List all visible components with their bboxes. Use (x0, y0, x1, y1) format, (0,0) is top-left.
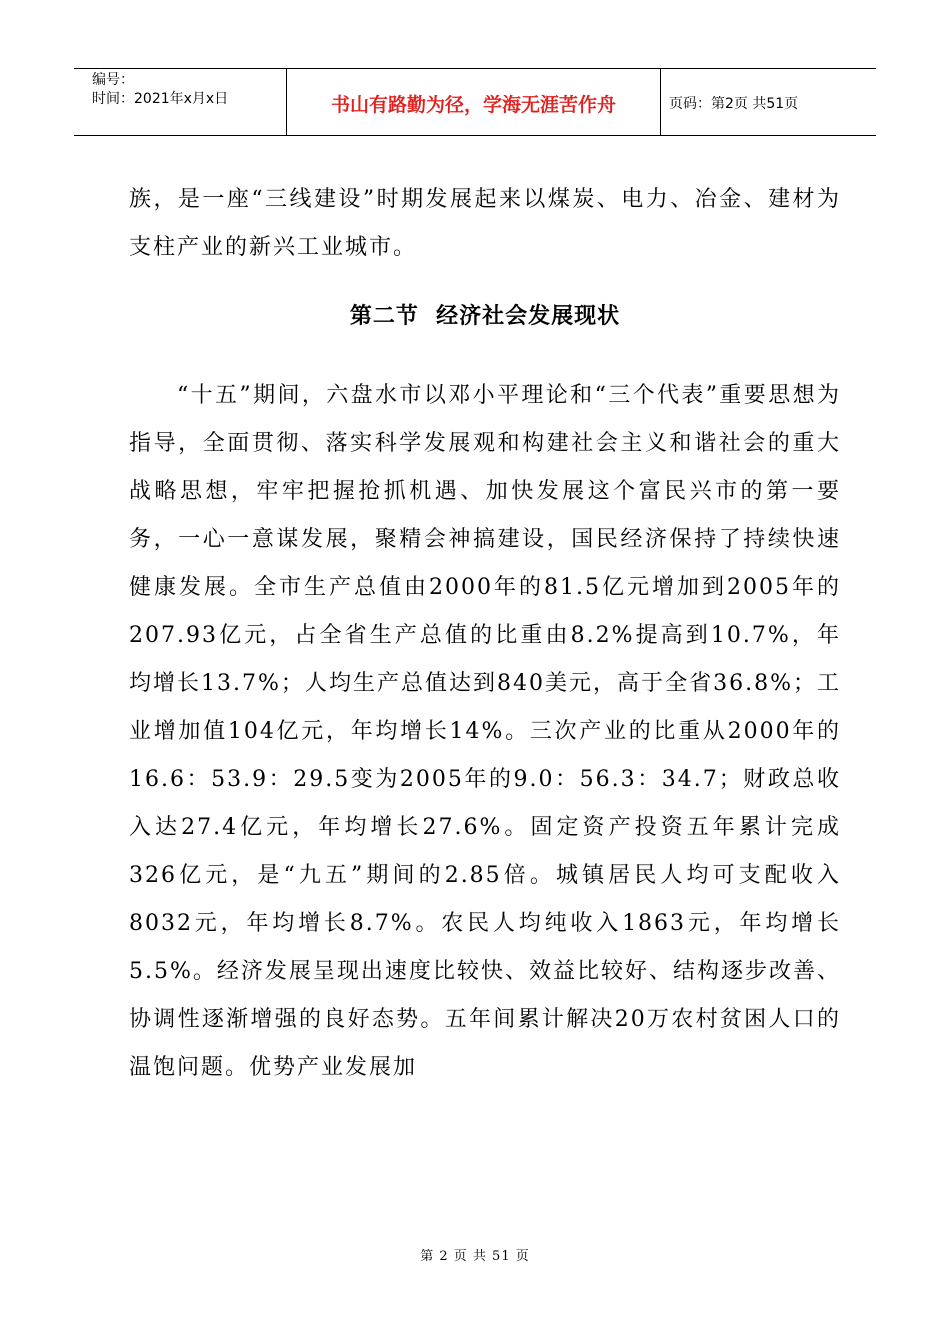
header-page-info: 页码：第2页 共51页 (669, 96, 799, 112)
page-footer: 第 2 页 共 51 页 (420, 1249, 530, 1264)
document-number-label: 编号： (92, 72, 134, 88)
section-heading: 第二节 经济社会发展现状 (349, 304, 621, 329)
document-body (129, 176, 841, 1092)
header-motto-cell (287, 69, 661, 135)
header-meta-cell (74, 69, 287, 135)
header-motto: 书山有路勤为径，学海无涯苦作舟 (330, 93, 616, 116)
header-page-cell (661, 69, 876, 135)
main-paragraph: “十五”期间，六盘水市以邓小平理论和“三个代表”重要思想为指导，全面贯彻、落实科学发展观和构建社会主义和谐社会的重大战略思想，牢牢把握抢抓机遇、加快发展这个富民兴市的第一要务，一心一意谋发展，聚精会神搞建设，国民经济保持了持续快速健康发展。全市生产总值由2000年的81.5亿元增加到2005年的207.93亿元，占全省生产总值的比重由8.2%提高到10.7%，年均增长13.7%；人均生产总值达到840美元，高于全省36.8%；工业增加值104亿元，年均增长14%。三次产业的比重从2000年的16.6：53.9：29.5变为2005年的9.0：56.3：34.7；财政总收入达27.4亿元，年均增长27.6%。固定资产投资五年累计完成326亿元，是“九五”期间的2.85倍。城镇居民人均可支配收入8032元，年均增长8.7%。农民人均纯收入1863元，年均增长5.5%。经济发展呈现出速度比较快、效益比较好、结构逐步改善、协调性逐渐增强的良好态势。五年间累计解决20万农村贫困人口的温饱问题。优势产业发展加 (129, 383, 841, 1080)
document-header (74, 68, 876, 136)
intro-paragraph: 族，是一座“三线建设”时期发展起来以煤炭、电力、冶金、建材为支柱产业的新兴工业城市。 (129, 187, 841, 260)
document-time-label: 时间：2021年x月x日 (92, 91, 229, 107)
